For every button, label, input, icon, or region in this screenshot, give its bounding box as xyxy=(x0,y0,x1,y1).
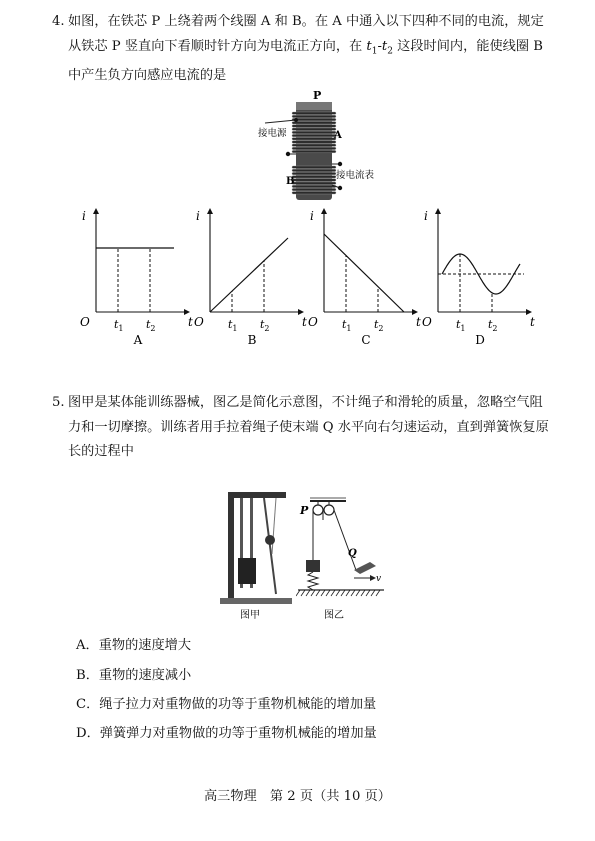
weight-block xyxy=(306,560,320,572)
terminal-b xyxy=(338,162,342,166)
winding xyxy=(292,115,336,117)
hatch-line xyxy=(311,590,315,596)
winding xyxy=(292,185,336,187)
question-4-stem: 如图，在铁芯 P 上绕着两个线圈 A 和 B。在 A 中通入以下四种不同的电流，规定从铁芯 P 竖直向下看顺时针方向为电流正方向，在 $t_1-t_2$ 这段时间内，能使线圈 B 中产生负方向感应电流的是 xyxy=(68,14,544,83)
tick-label-t1: $t_1$ xyxy=(228,318,238,333)
hatch-line xyxy=(321,590,325,596)
winding xyxy=(292,188,336,190)
ground-hatch xyxy=(296,590,380,596)
y-axis-label: i xyxy=(196,209,200,223)
hatch-line xyxy=(361,590,365,596)
graph-b xyxy=(192,208,310,348)
winding xyxy=(292,112,336,114)
y-axis-arrow-icon xyxy=(207,208,213,214)
winding xyxy=(292,150,336,152)
winding xyxy=(292,128,336,130)
winding xyxy=(292,144,336,146)
question-4 xyxy=(52,10,552,88)
hatch-line xyxy=(356,590,360,596)
coil-b xyxy=(292,166,336,194)
hatch-line xyxy=(306,590,310,596)
figure-jia xyxy=(214,484,294,622)
graph-option-letter: C xyxy=(361,333,371,347)
winding xyxy=(292,172,336,174)
winding xyxy=(292,166,336,168)
y-axis-arrow-icon xyxy=(435,208,441,214)
weight-stack xyxy=(238,558,256,584)
tick-label-t2: $t_2$ xyxy=(146,318,156,333)
spring-icon xyxy=(308,572,318,590)
winding xyxy=(292,131,336,133)
machine-frame xyxy=(228,494,234,602)
winding xyxy=(292,179,336,181)
hatch-line xyxy=(331,590,335,596)
tick-label-t2: $t_2$ xyxy=(374,318,384,333)
label-source: 接电源 xyxy=(258,128,287,139)
label-q: Q xyxy=(348,548,357,559)
hatch-line xyxy=(351,590,355,596)
question-4-number: 4. xyxy=(52,14,65,29)
graph-option-letter: D xyxy=(475,333,485,347)
pulley-p-icon xyxy=(313,505,323,515)
terminal-a xyxy=(286,152,290,156)
label-b: B xyxy=(286,176,295,187)
graph-option-letter: B xyxy=(247,333,257,347)
winding xyxy=(292,182,336,184)
pulley-2-icon xyxy=(324,505,334,515)
fig-jia-caption: 图甲 xyxy=(240,610,260,621)
hatch-line xyxy=(366,590,370,596)
current-curve xyxy=(210,238,288,312)
question-5 xyxy=(52,391,552,465)
hatch-line xyxy=(301,590,305,596)
hand-icon xyxy=(354,562,376,574)
winding xyxy=(292,138,336,140)
origin-label: O xyxy=(422,315,432,329)
graph-c xyxy=(306,208,424,348)
winding xyxy=(292,192,336,194)
hatch-line xyxy=(346,590,350,596)
graph-a xyxy=(78,208,196,348)
option-d[interactable]: D．弹簧弹力对重物做的功等于重物机械能的增加量 xyxy=(76,726,377,741)
label-a: A xyxy=(334,130,342,141)
origin-label: O xyxy=(308,315,318,329)
hatch-line xyxy=(376,590,380,596)
origin-label: O xyxy=(80,315,90,329)
tick-label-t2: $t_2$ xyxy=(488,318,498,333)
tick-label-t1: $t_1$ xyxy=(114,318,124,333)
question-5-number: 5. xyxy=(52,395,65,410)
x-axis-label: t xyxy=(530,315,535,329)
graph-option-letter: A xyxy=(133,333,143,347)
option-c[interactable]: C．绳子拉力对重物做的功等于重物机械能的增加量 xyxy=(76,697,377,712)
page-footer: 高三物理 第 2 页（共 10 页） xyxy=(203,789,391,804)
y-axis-label: i xyxy=(310,209,314,223)
x-axis-label: t xyxy=(302,315,307,329)
label-p-yi: P xyxy=(300,504,309,517)
hatch-line xyxy=(371,590,375,596)
pulley-icon xyxy=(265,535,275,545)
option-b[interactable]: B．重物的速度减小 xyxy=(76,668,192,683)
x-axis-label: t xyxy=(416,315,421,329)
winding xyxy=(292,122,336,124)
graph-d xyxy=(420,208,538,348)
winding xyxy=(292,176,336,178)
winding xyxy=(292,141,336,143)
origin-label: O xyxy=(194,315,204,329)
label-v: v xyxy=(376,574,382,584)
tick-label-t1: $t_1$ xyxy=(342,318,352,333)
hatch-line xyxy=(296,590,300,596)
y-axis-arrow-icon xyxy=(321,208,327,214)
label-p: P xyxy=(313,89,322,102)
tick-label-t2: $t_2$ xyxy=(260,318,270,333)
hatch-line xyxy=(326,590,330,596)
option-a[interactable]: A．重物的速度增大 xyxy=(76,638,192,653)
current-curve xyxy=(324,234,404,312)
hatch-line xyxy=(316,590,320,596)
question-5-stem: 图甲是某体能训练器械，图乙是简化示意图，不计绳子和滑轮的质量，忽略空气阻力和一切摩擦。训练者用手拉着绳子使末端 Q 水平向右匀速运动，直到弹簧恢复原长的过程中 xyxy=(68,395,549,459)
winding xyxy=(292,147,336,149)
y-axis-label: i xyxy=(82,209,86,223)
y-axis-label: i xyxy=(424,209,428,223)
hatch-line xyxy=(336,590,340,596)
winding xyxy=(292,169,336,171)
winding xyxy=(292,118,336,120)
winding xyxy=(292,134,336,136)
winding xyxy=(292,125,336,127)
figure-yi xyxy=(296,490,386,622)
label-meter: 接电流表 xyxy=(336,170,375,181)
fig-yi-caption: 图乙 xyxy=(324,610,344,621)
current-graphs xyxy=(78,208,538,348)
iron-core-figure xyxy=(250,88,380,206)
tick-label-t1: $t_1$ xyxy=(456,318,466,333)
hatch-line xyxy=(341,590,345,596)
y-axis-arrow-icon xyxy=(93,208,99,214)
x-axis-label: t xyxy=(188,315,193,329)
